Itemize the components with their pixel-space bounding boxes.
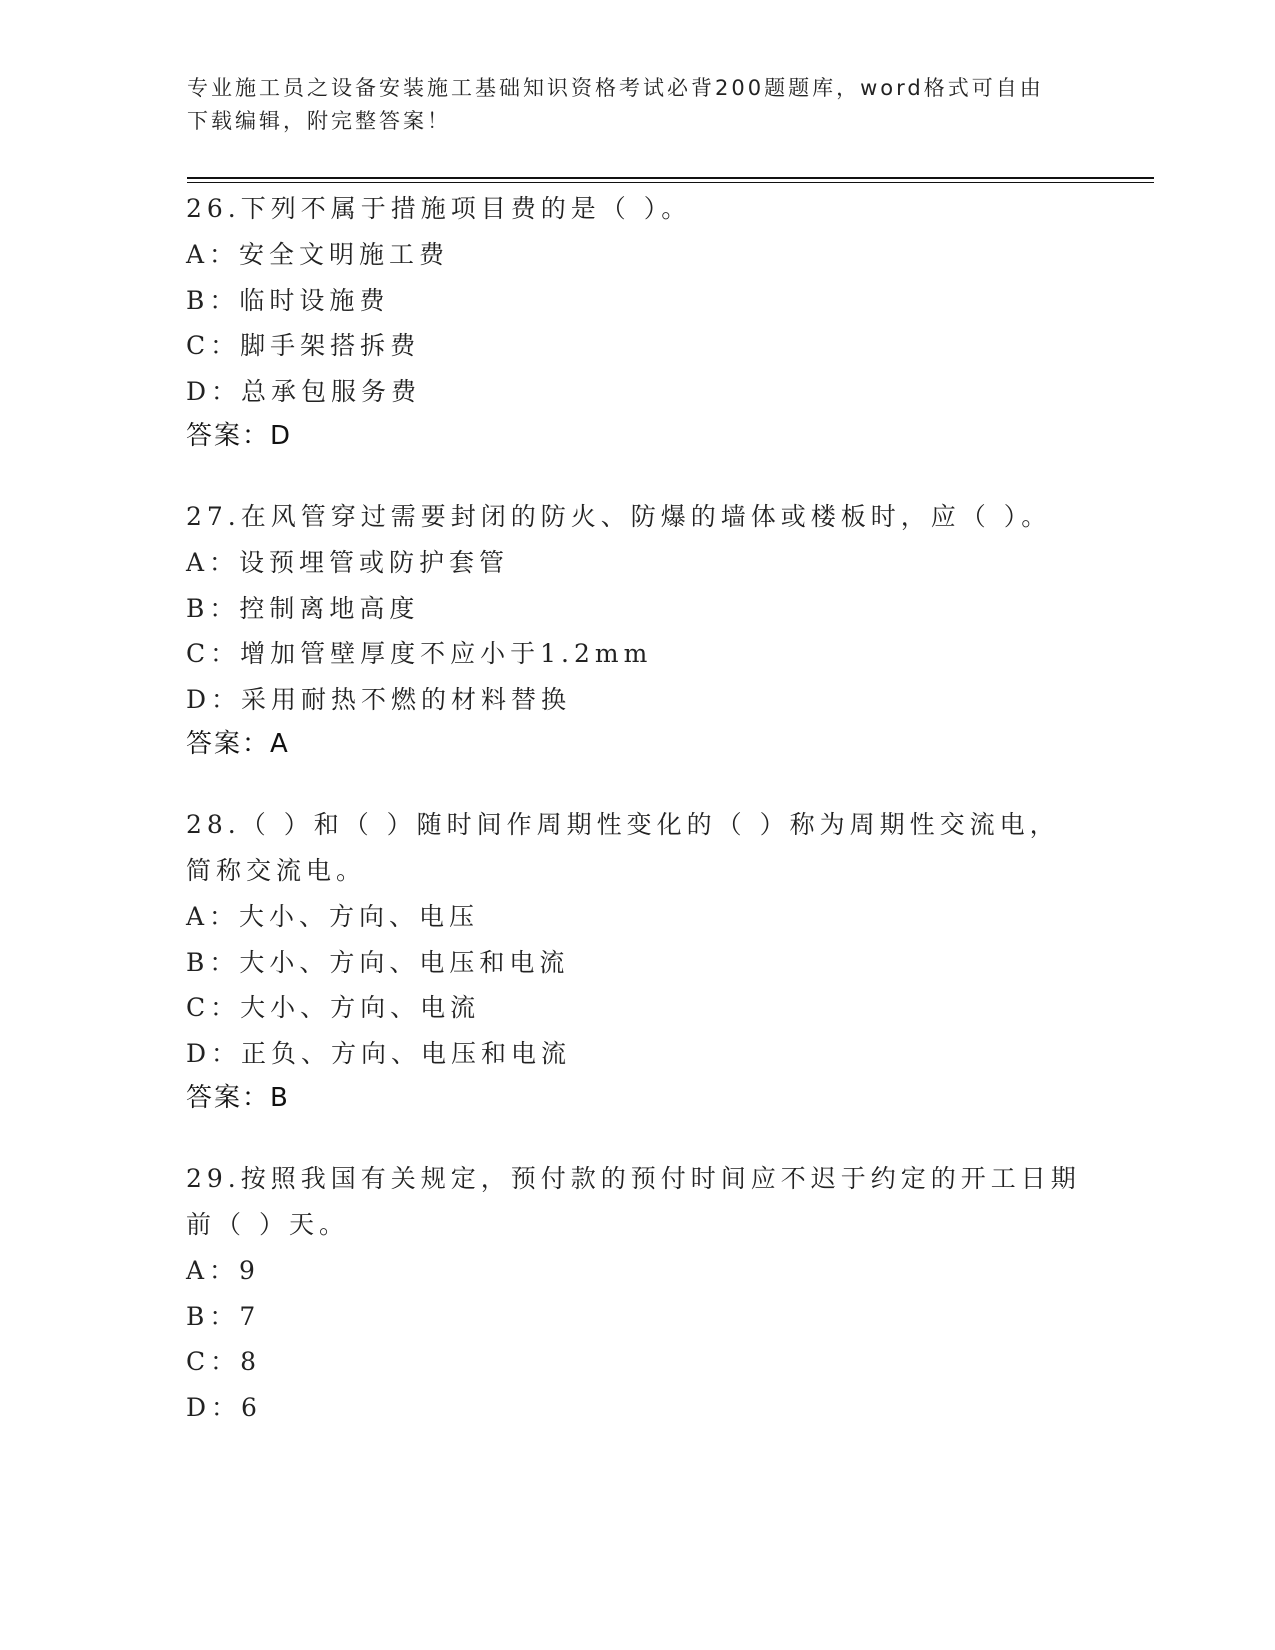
- option-c: C：8: [186, 1347, 262, 1376]
- answer-text: 答案：A: [186, 729, 290, 759]
- question-stem: 28.（ ）和（ ）随时间作周期性变化的（ ）称为周期性交流电，简称交流电。: [186, 810, 1060, 885]
- option-d: D：6: [186, 1392, 262, 1422]
- question-27: [186, 494, 1086, 767]
- question-28: [186, 802, 1086, 1121]
- question-stem: 26.下列不属于措施项目费的是（ ）。: [186, 194, 692, 223]
- option-d: D：采用耐热不燃的材料替换: [186, 684, 572, 714]
- option-a: A：安全文明施工费: [186, 240, 450, 269]
- option-d: D：总承包服务费: [186, 376, 422, 406]
- answer-text: 答案：B: [186, 1083, 290, 1113]
- option-b: B：大小、方向、电压和电流: [186, 947, 570, 977]
- header-line-1: 专业施工员之设备安装施工基础知识资格考试必背200题题库，word格式可自由: [187, 76, 1044, 100]
- option-c: C：脚手架搭拆费: [186, 331, 421, 360]
- question-29: [186, 1156, 1086, 1430]
- header-line-2: 下载编辑，附完整答案！: [187, 109, 451, 133]
- option-b: B：临时设施费: [186, 285, 390, 315]
- question-26: [186, 186, 1086, 459]
- option-b: B：控制离地高度: [186, 593, 420, 623]
- header-divider-thin: [187, 182, 1154, 183]
- answer-text: 答案：D: [186, 421, 293, 451]
- option-a: A：9: [186, 1256, 260, 1285]
- option-c: C：增加管壁厚度不应小于1.2mm: [186, 639, 653, 668]
- header-divider-thick: [187, 177, 1154, 179]
- option-c: C：大小、方向、电流: [186, 993, 481, 1022]
- question-list: [186, 186, 1086, 1465]
- option-a: A：大小、方向、电压: [186, 902, 480, 931]
- option-d: D：正负、方向、电压和电流: [186, 1038, 572, 1068]
- option-a: A：设预埋管或防护套管: [186, 548, 510, 577]
- option-b: B：7: [186, 1301, 261, 1331]
- document-header: [187, 72, 1087, 138]
- question-stem: 29.按照我国有关规定，预付款的预付时间应不迟于约定的开工日期前（ ）天。: [186, 1164, 1081, 1239]
- question-stem: 27.在风管穿过需要封闭的防火、防爆的墙体或楼板时，应（ ）。: [186, 502, 1052, 531]
